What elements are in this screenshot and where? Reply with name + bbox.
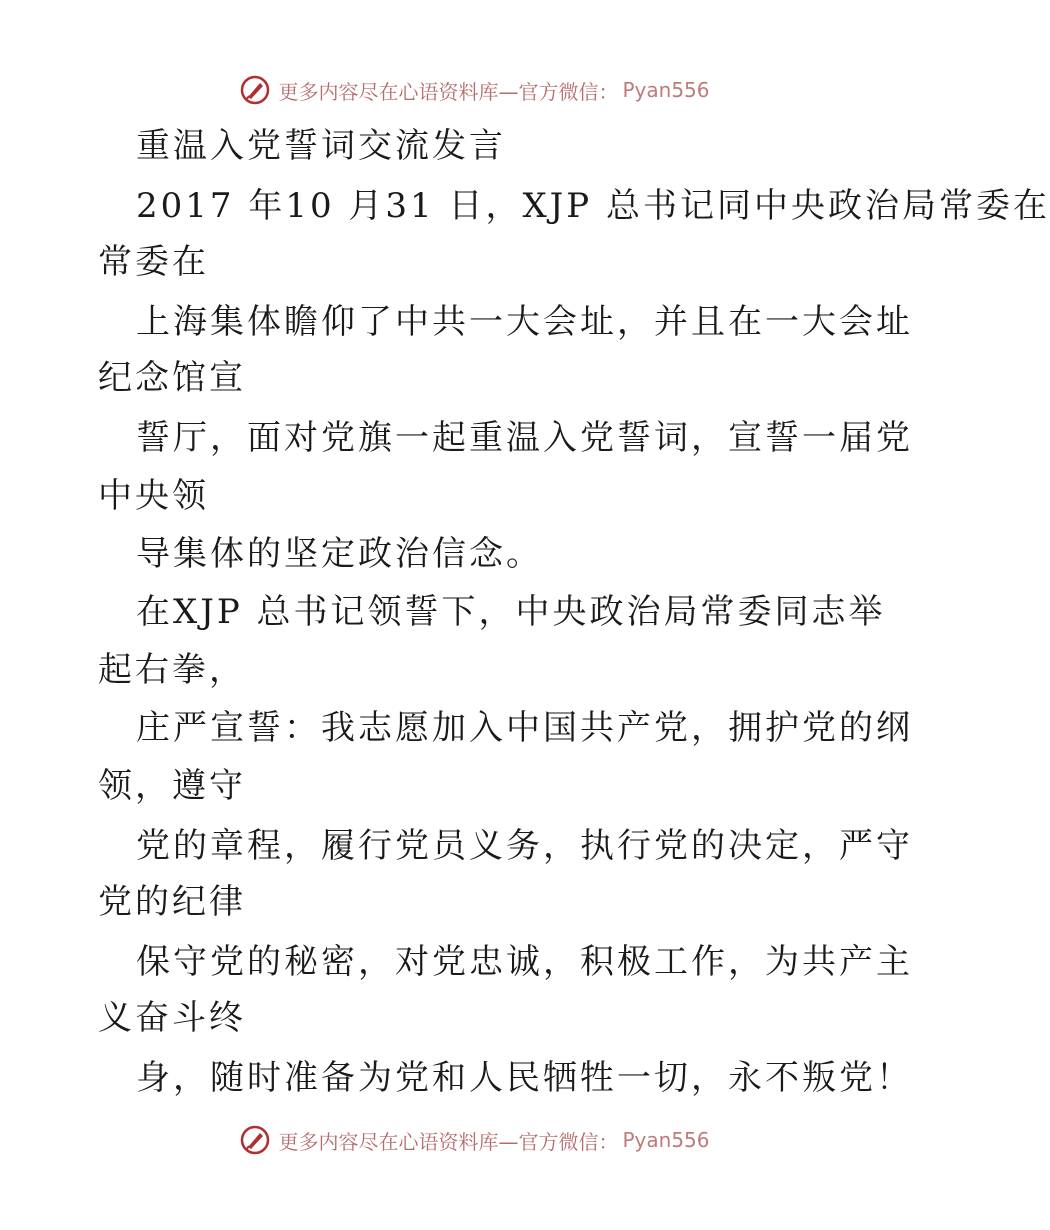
text-line: 义奋斗终 — [98, 998, 246, 1038]
text-line: 党的纪律 — [98, 882, 246, 922]
watermark-header — [0, 70, 950, 110]
text-line: 上海集体瞻仰了中共一大会址，并且在一大会址 — [136, 302, 913, 342]
text-line: 庄严宣誓：我志愿加入中国共产党，拥护党的纲 — [136, 708, 913, 748]
watermark-footer — [0, 1120, 950, 1160]
text-line: 中央领 — [98, 476, 209, 516]
text-line: 导集体的坚定政治信念。 — [136, 534, 543, 574]
pen-logo-icon — [240, 75, 270, 105]
watermark-text: 更多内容尽在心语资料库—官方微信： — [278, 1129, 619, 1154]
text-line: 党的章程，履行党员义务，执行党的决定，严守 — [136, 826, 913, 866]
document-title: 重温入党誓词交流发言 — [136, 126, 506, 166]
text-line: 在XJP 总书记领誓下，中央政治局常委同志举 — [136, 592, 886, 632]
text-line: 领，遵守 — [98, 766, 246, 806]
watermark-text: 更多内容尽在心语资料库—官方微信： — [278, 79, 619, 104]
text-line: 常委在 — [98, 242, 209, 282]
pen-logo-icon — [240, 1125, 270, 1155]
text-line: 2017 年10 月31 日，XJP 总书记同中央政治局常委在 — [136, 186, 1050, 226]
text-line: 起右拳， — [98, 650, 246, 690]
watermark-wechat-id: Pyan556 — [622, 78, 710, 102]
text-line: 纪念馆宣 — [98, 358, 246, 398]
watermark-wechat-id: Pyan556 — [622, 1128, 710, 1152]
text-line: 保守党的秘密，对党忠诚，积极工作，为共产主 — [136, 942, 913, 982]
text-line: 身，随时准备为党和人民牺牲一切，永不叛党！ — [136, 1058, 913, 1098]
text-line: 誓厅，面对党旗一起重温入党誓词，宣誓一届党 — [136, 418, 913, 458]
